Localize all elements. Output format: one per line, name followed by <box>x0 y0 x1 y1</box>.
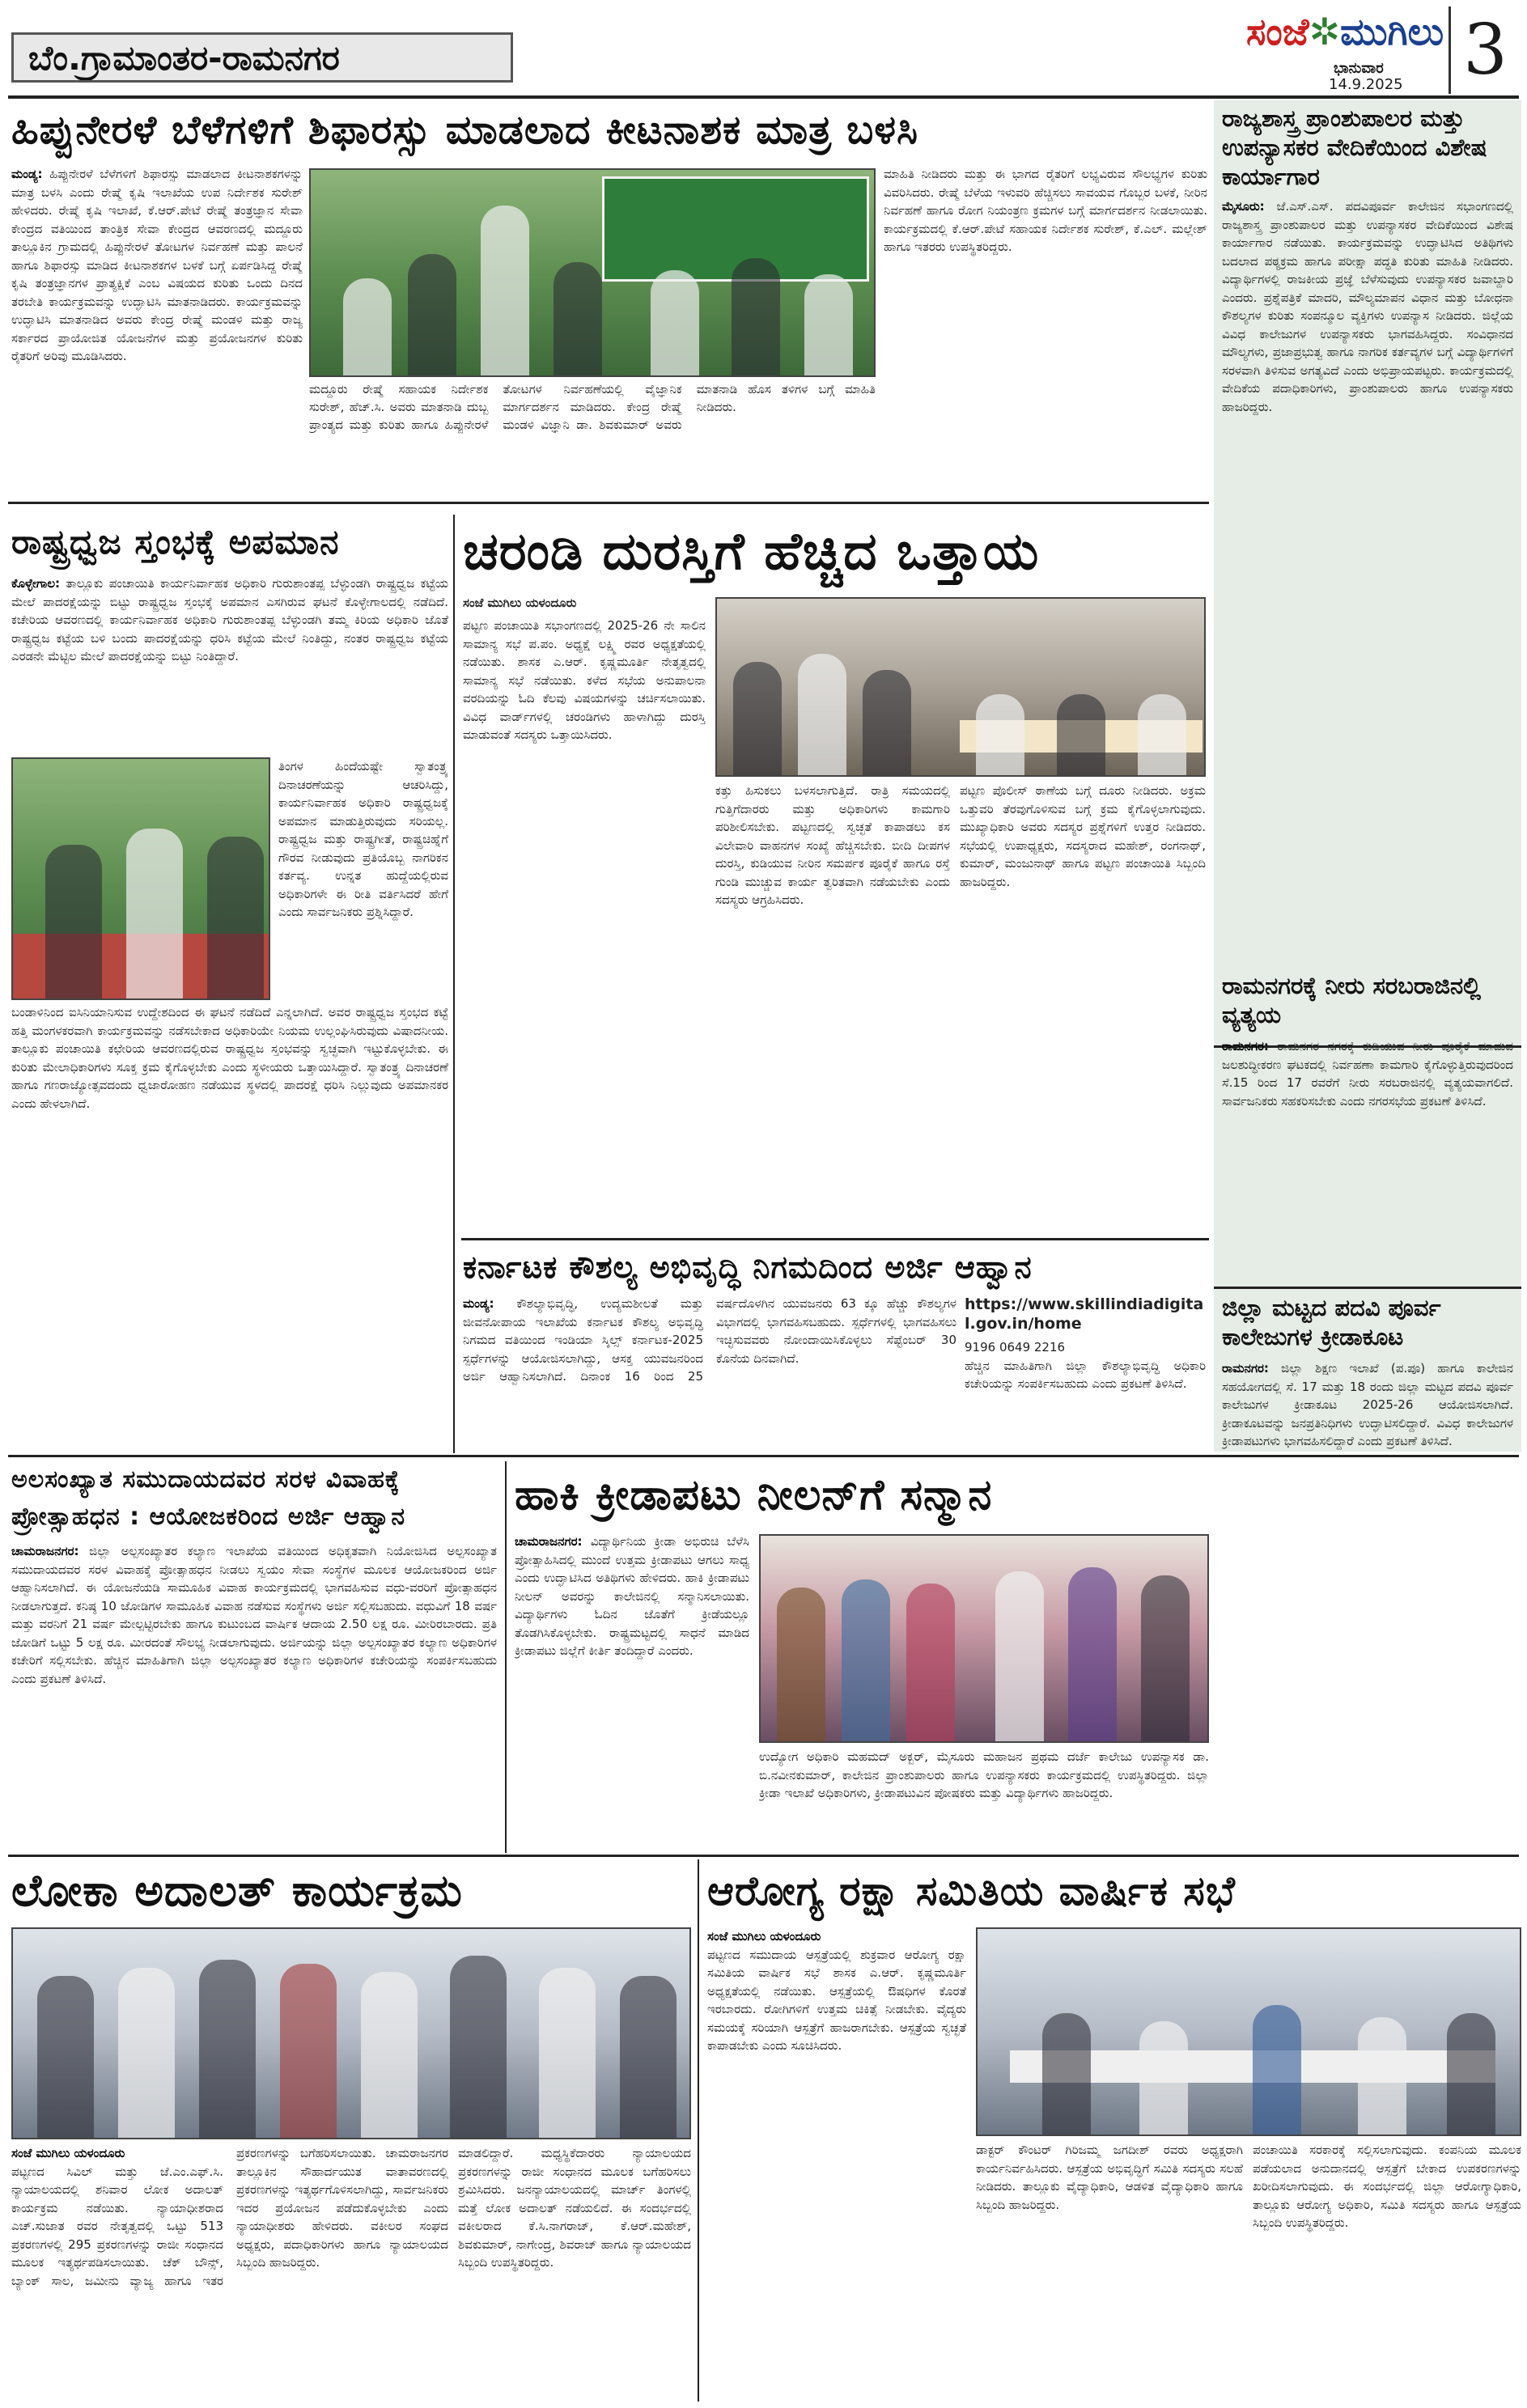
sidebar-dateline-1: ಮೈಸೂರು: <box>1222 199 1265 214</box>
masthead <box>1246 6 1521 94</box>
column-rule <box>453 515 455 1453</box>
page-number: 3 <box>1449 6 1520 94</box>
column-rule <box>505 1461 507 1853</box>
issue-day: ಭಾನುವಾರ <box>1334 60 1384 77</box>
article1-body-left <box>11 165 303 489</box>
section-tag: ಬೆಂ.ಗ್ರಾಮಾಂತರ-ರಾಮನಗರ <box>11 32 513 83</box>
divider <box>1214 1287 1521 1289</box>
sidebar-headline-3: ಜಿಲ್ಲಾ ಮಟ್ಟದ ಪದವಿ ಪೂರ್ವ ಕಾಲೇಜುಗಳ ಕ್ರೀಡಾಕೂಟ <box>1222 1294 1441 1350</box>
article5-headline: ಅಲಸಂಖ್ಯಾತ ಸಮುದಾಯದವರ ಸರಳ ವಿವಾಹಕ್ಕೆ ಪ್ರೋತ್ಸಾಹಧನ : ಆಯೋಜಕರಿಂದ ಅರ್ಜಿ ಆಹ್ವಾನ <box>11 1465 406 1531</box>
article4-body <box>463 1295 956 1448</box>
article2-headline: ರಾಷ್ಟ್ರಧ್ವಜ ಸ್ತಂಭಕ್ಕೆ ಅಪಮಾನ <box>11 522 340 562</box>
article8-headline: ಆರೋಗ್ಯ ರಕ್ಷಾ ಸಮಿತಿಯ ವಾರ್ಷಿಕ ಸಭೆ <box>707 1867 1236 1914</box>
article7-photo <box>11 1927 691 2139</box>
article4-dateline: ಮಂಡ್ಯ: <box>463 1296 494 1311</box>
sidebar-text-2: ರಾಮನಗರ ನಗರಕ್ಕೆ ಕುಡಿಯುವ ನೀರು ಪೂರೈಕೆ ಮಾಡುವ ಜಲಶುದ್ಧೀಕರಣ ಘಟಕದಲ್ಲಿ ನಿರ್ವಹಣಾ ಕಾಮಗಾರಿ ಕೈಗೊಳ್ಳುತ್ತಿರುವುದರಿಂದ ಸೆ.15 ರಿಂದ 17 ರವರೆಗೆ ನೀರು ಸರಬರಾಜಿನಲ್ಲಿ ವ್ಯತ್ಯಯವಾಗಲಿದೆ. ಸಾರ್ವಜನಿಕರು ಸಹಕರಿಸಬೇಕು ಎಂದು ನಗರಸಭೆಯ ಪ್ರಕಟಣೆ ತಿಳಿಸಿದೆ. <box>1222 1039 1513 1109</box>
issue-date: 14.9.2025 <box>1329 76 1403 93</box>
divider <box>8 502 1209 504</box>
article7-headline: ಲೋಕಾ ಅದಾಲತ್ ಕಾರ್ಯಕ್ರಮ <box>11 1865 463 1916</box>
article3-credit: ಸಂಜೆ ಮುಗಿಲು ಯಳಂದೂರು <box>463 596 577 610</box>
sidebar-dateline-2: ರಾಮನಗರ: <box>1222 1039 1269 1054</box>
sidebar-body-1 <box>1222 197 1513 1039</box>
palm-icon: ✲ <box>1309 10 1341 53</box>
divider <box>8 1855 1519 1857</box>
article6-headline: ಹಾಕಿ ಕ್ರೀಡಾಪಟು ನೀಲನ್‌ಗೆ ಸನ್ಮಾನ <box>515 1471 993 1520</box>
article7-text: ಪಟ್ಟಣದ ಸಿವಿಲ್ ಮತ್ತು ಜೆ.ಎಂ.ಎಫ್.ಸಿ. ನ್ಯಾಯಾಲಯದಲ್ಲಿ ಶನಿವಾರ ಲೋಕ ಅದಾಲತ್ ಕಾರ್ಯಕ್ರಮ ನಡೆಯಿತು. ನ್ಯಾಯಾಧೀಶರಾದ ಎಚ್.ಸುಜಾತ ರವರ ನೇತೃತ್ವದಲ್ಲಿ ಒಟ್ಟು 513 ಪ್ರಕರಣಗಳಲ್ಲಿ 295 ಪ್ರಕರಣಗಳನ್ನು ರಾಜೀ ಸಂಧಾನದ ಮೂಲಕ ಇತ್ಯರ್ಥಪಡಿಸಲಾಯಿತು. ಚೆಕ್ ಬೌನ್ಸ್, ಬ್ಯಾಂಕ್ ಸಾಲ, ಜಮೀನು ವ್ಯಾಜ್ಯ ಹಾಗೂ ಇತರ ಪ್ರಕರಣಗಳನ್ನು ಬಗೆಹರಿಸಲಾಯಿತು. ಚಾಮರಾಜನಗರ ತಾಲ್ಲೂಕಿನ ಸೌಹಾರ್ದಯುತ ವಾತಾವರಣದಲ್ಲಿ ಪ್ರಕರಣಗಳನ್ನು ಇತ್ಯರ್ಥಗೊಳಿಸಲಾಗಿದ್ದು, ಸಾರ್ವಜನಿಕರು ಇದರ ಪ್ರಯೋಜನ ಪಡೆದುಕೊಳ್ಳಬೇಕು ಎಂದು ನ್ಯಾಯಾಧೀಶರು ಹೇಳಿದರು. ವಕೀಲರ ಸಂಘದ ಅಧ್ಯಕ್ಷರು, ಪದಾಧಿಕಾರಿಗಳು ಹಾಗೂ ನ್ಯಾಯಾಲಯದ ಸಿಬ್ಬಂದಿ ಹಾಜರಿದ್ದರು. <box>11 2146 448 2288</box>
divider <box>461 1238 1209 1240</box>
article6-dateline: ಚಾಮರಾಜನಗರ: <box>515 1534 583 1549</box>
article1-dateline: ಮಂಡ್ಯ: <box>11 167 43 181</box>
article8-credit: ಸಂಜೆ ಮುಗಿಲು ಯಳಂದೂರು <box>707 1929 821 1944</box>
sidebar-headline-2: ರಾಮನಗರಕ್ಕೆ ನೀರು ಸರಬರಾಜಿನಲ್ಲಿ ವ್ಯತ್ಯಯ <box>1222 972 1481 1028</box>
sidebar-text-3: ಜಿಲ್ಲಾ ಶಿಕ್ಷಣ ಇಲಾಖೆ (ಪ.ಪೂ) ಹಾಗೂ ಕಾಲೇಜಿನ ಸಹಯೋಗದಲ್ಲಿ ಸೆ. 17 ಮತ್ತು 18 ರಂದು ಜಿಲ್ಲಾ ಮಟ್ಟದ ಪದವಿ ಪೂರ್ವ ಕಾಲೇಜುಗಳ ಕ್ರೀಡಾಕೂಟ 2025-26 ಆಯೋಜಿಸಲಾಗಿದೆ. ಕ್ರೀಡಾಕೂಟವನ್ನು ಜನಪ್ರತಿನಿಧಿಗಳು ಉದ್ಘಾಟಿಸಲಿದ್ದಾರೆ. ವಿವಿಧ ಕಾಲೇಜುಗಳ ಕ್ರೀಡಾಪಟುಗಳು ಭಾಗವಹಿಸಲಿದ್ದಾರೆ ಎಂದು ಪ್ರಕಟಣೆ ತಿಳಿಸಿದೆ. <box>1222 1361 1513 1448</box>
article7-credit: ಸಂಜೆ ಮುಗಿಲು ಯಳಂದೂರು <box>11 2146 125 2160</box>
article5-dateline: ಚಾಮರಾಜನಗರ: <box>11 1544 79 1558</box>
article8-body-left <box>707 1927 966 2402</box>
sidebar-headline-1: ರಾಜ್ಯಶಾಸ್ತ್ರ ಪ್ರಾಂಶುಪಾಲರ ಮತ್ತು ಉಪನ್ಯಾಸಕರ ವೇದಿಕೆಯಿಂದ ವಿಶೇಷ ಕಾರ್ಯಾಗಾರ <box>1222 104 1487 190</box>
article4-end: ಹೆಚ್ಚಿನ ಮಾಹಿತಿಗಾಗಿ ಜಿಲ್ಲಾ ಕೌಶಲ್ಯಾಭಿವೃದ್ಧಿ ಅಧಿಕಾರಿ ಕಚೇರಿಯನ್ನು ಸಂಪರ್ಕಿಸಬಹುದು ಎಂದು ಪ್ರಕಟಣೆ ತಿಳಿಸಿದೆ. <box>965 1358 1206 1391</box>
article7-body-right: ಮಾಡಲಿದ್ದಾರೆ. ಮಧ್ಯಸ್ಥಿಕೆದಾರರು ನ್ಯಾಯಾಲಯದ ಪ್ರಕರಣಗಳನ್ನು ರಾಜೀ ಸಂಧಾನದ ಮೂಲಕ ಬಗೆಹರಿಸಲು ಶ್ರಮಿಸಿದರು. ಜನನ್ಯಾಯಾಲಯದಲ್ಲಿ ಮಾರ್ಚ್ ತಿಂಗಳಲ್ಲಿ ಮತ್ತೆ ಲೋಕ ಅದಾಲತ್ ನಡೆಯಲಿದೆ. ಈ ಸಂದರ್ಭದಲ್ಲಿ ವಕೀಲರಾದ ಕೆ.ಸಿ.ನಾಗರಾಜ್, ಕೆ.ಆರ್.ಮಹೇಶ್, ಶಿವಕುಮಾರ್, ನಾಗೇಂದ್ರ, ಶಿವರಾಜ್ ಹಾಗೂ ನ್ಯಾಯಾಲಯದ ಸಿಬ್ಬಂದಿ ಉಪಸ್ಥಿತರಿದ್ದರು. <box>458 2146 691 2270</box>
article2-body-top <box>11 574 448 754</box>
article2-dateline: ಕೊಳ್ಳೇಗಾಲ: <box>11 576 61 591</box>
article8-text: ಪಟ್ಟಣದ ಸಮುದಾಯ ಆಸ್ಪತ್ರೆಯಲ್ಲಿ ಶುಕ್ರವಾರ ಆರೋಗ್ಯ ರಕ್ಷಾ ಸಮಿತಿಯ ವಾರ್ಷಿಕ ಸಭೆ ಶಾಸಕ ಎ.ಆರ್. ಕೃಷ್ಣಮೂರ್ತಿ ಅಧ್ಯಕ್ಷತೆಯಲ್ಲಿ ನಡೆಯಿತು. ಆಸ್ಪತ್ರೆಯಲ್ಲಿ ಔಷಧಿಗಳ ಕೊರತೆ ಇರಬಾರದು. ರೋಗಿಗಳಿಗೆ ಉತ್ತಮ ಚಿಕಿತ್ಸೆ ನೀಡಬೇಕು. ವೈದ್ಯರು ಸಮಯಕ್ಕೆ ಸರಿಯಾಗಿ ಆಸ್ಪತ್ರೆಗೆ ಹಾಜರಾಗಬೇಕು. ಆಸ್ಪತ್ರೆಯ ಸ್ವಚ್ಛತೆ ಕಾಪಾಡಬೇಕು ಎಂದು ಸೂಚಿಸಿದರು. <box>707 1947 966 2053</box>
article4-headline: ಕರ್ನಾಟಕ ಕೌಶಲ್ಯ ಅಭಿವೃದ್ಧಿ ನಿಗಮದಿಂದ ಅರ್ಜಿ ಆಹ್ವಾನ <box>463 1249 1033 1285</box>
article3-body-right: ಪಟ್ಟಣ ಪೊಲೀಸ್ ಠಾಣೆಯ ಬಗ್ಗೆ ದೂರು ನೀಡಿದರು. ಅಕ್ರಮ ಒತ್ತುವರಿ ತೆರವುಗೊಳಿಸುವ ಬಗ್ಗೆ ಕ್ರಮ ಕೈಗೊಳ್ಳಲಾಗುವುದು. ಮುಖ್ಯಾಧಿಕಾರಿ ಅವರು ಸದಸ್ಯರ ಪ್ರಶ್ನೆಗಳಿಗೆ ಉತ್ತರ ನೀಡಿದರು. ಸಭೆಯಲ್ಲಿ ಉಪಾಧ್ಯಕ್ಷರು, ಸದಸ್ಯರಾದ ಮಹೇಶ್, ರಂಗನಾಥ್, ಕುಮಾರ್, ಮಂಜುನಾಥ್ ಹಾಗೂ ಪಟ್ಟಣ ಪಂಚಾಯಿತಿ ಸಿಬ್ಬಂದಿ ಹಾಜರಿದ್ದರು. <box>960 783 1206 889</box>
article6-photo <box>759 1534 1209 1743</box>
sidebar-body-3 <box>1222 1359 1513 1877</box>
article1-caption: ಮದ್ದೂರು ರೇಷ್ಮೆ ಸಹಾಯಕ ನಿರ್ದೇಶಕ ಸುರೇಶ್, ಹೆಚ್.ಸಿ. ಅವರು ಮಾತನಾಡಿ ದುಬ್ಬ ಪ್ರಾಂತ್ಯದ ಮತ್ತು ಕುರಿತು ಹಾಗೂ ಹಿಪ್ಪುನೇರಳೆ ತೋಟಗಳ ನಿರ್ವಹಣೆಯಲ್ಲಿ ವೈಜ್ಞಾನಿಕ ಮಾರ್ಗದರ್ಶನ ಮಾಡಿದರು. ಕೇಂದ್ರ ರೇಷ್ಮೆ ಮಂಡಳಿ ವಿಜ್ಞಾನಿ ಡಾ. ಶಿವಕುಮಾರ್ ಅವರು ಮಾತನಾಡಿ ಹೊಸ ತಳಿಗಳ ಬಗ್ಗೆ ಮಾಹಿತಿ ನೀಡಿದರು. <box>309 382 876 432</box>
article5-text: ಜಿಲ್ಲಾ ಅಲ್ಪಸಂಖ್ಯಾತರ ಕಲ್ಯಾಣ ಇಲಾಖೆಯ ವತಿಯಿಂದ ಅಧಿಕೃತವಾಗಿ ನಿಯೋಜಿಸಿದ ಅಲ್ಪಸಂಖ್ಯಾತ ಸಮುದಾಯದವರ ಸರಳ ವಿವಾಹಕ್ಕೆ ಪ್ರೋತ್ಸಾಹಧನ ನೀಡಲು ಸ್ವಯಂ ಸೇವಾ ಸಂಸ್ಥೆಗಳ ಮೂಲಕ ಆಯೋಜಕರಿಂದ ಅರ್ಜಿ ಆಹ್ವಾನಿಸಲಾಗಿದೆ. ಈ ಯೋಜನೆಯಡಿ ಸಾಮೂಹಿಕ ವಿವಾಹ ಕಾರ್ಯಕ್ರಮದಲ್ಲಿ ಭಾಗವಹಿಸುವ ವಧು-ವರರಿಗೆ ಪ್ರೋತ್ಸಾಹಧನ ನೀಡಲಾಗುತ್ತದೆ. ಕನಿಷ್ಠ 10 ಜೋಡಿಗಳ ಸಾಮೂಹಿಕ ವಿವಾಹ ನಡೆಸುವ ಸಂಸ್ಥೆಗಳು ಅರ್ಜಿ ಸಲ್ಲಿಸಬಹುದು. ವಧುವಿಗೆ 18 ವರ್ಷ ಮತ್ತು ವರನಿಗೆ 21 ವರ್ಷ ಮೇಲ್ಪಟ್ಟಿರಬೇಕು ಹಾಗೂ ಕುಟುಂಬದ ವಾರ್ಷಿಕ ಆದಾಯ 2.50 ಲಕ್ಷ ರೂ. ಮೀರಿರಬಾರದು. ಪ್ರತಿ ಜೋಡಿಗೆ ಒಟ್ಟು 5 ಲಕ್ಷ ರೂ. ಮೀರದಂತೆ ಸೌಲಭ್ಯ ನೀಡಲಾಗುವುದು. ಅರ್ಜಿಯನ್ನು ಜಿಲ್ಲಾ ಅಲ್ಪಸಂಖ್ಯಾತರ ಕಲ್ಯಾಣ ಅಧಿಕಾರಿಗಳ ಕಚೇರಿಗೆ ಸಲ್ಲಿಸಬೇಕು. ಹೆಚ್ಚಿನ ಮಾಹಿತಿಗಾಗಿ ಜಿಲ್ಲಾ ಅಲ್ಪಸಂಖ್ಯಾತರ ಕಲ್ಯಾಣ ಅಧಿಕಾರಿಗಳ ಕಚೇರಿಯನ್ನು ಸಂಪರ್ಕಿಸಬಹುದು ಎಂದು ಪ್ರಕಟಣೆ ತಿಳಿಸಿದೆ. <box>11 1544 497 1686</box>
article2-body-bottom: ಬಂಡಾಳಿನಿಂದ ಐಸಿನಿಯಾನಿಸುವ ಉದ್ದೇಶದಿಂದ ಈ ಘಟನೆ ನಡೆದಿದೆ ಎನ್ನಲಾಗಿದೆ. ಅವರ ರಾಷ್ಟ್ರಧ್ವಜ ಸ್ತಂಭದ ಕಟ್ಟೆ ಹತ್ತಿ ಮಂಗಳಕರವಾಗಿ ಕಾರ್ಯಕ್ರಮವನ್ನು ನಡೆಸಬೇಕಾದ ಅಧಿಕಾರಿಯೇ ನಿಯಮ ಉಲ್ಲಂಘಿಸಿರುವುದು ವಿಷಾದನೀಯ. ತಾಲ್ಲೂಕು ಪಂಚಾಯಿತಿ ಕಛೇರಿಯ ಆವರಣದಲ್ಲಿರುವ ರಾಷ್ಟ್ರಧ್ವಜ ಸ್ತಂಭವನ್ನು ಸ್ವಚ್ಛವಾಗಿ ಇಟ್ಟುಕೊಳ್ಳಬೇಕು. ಈ ಕುರಿತು ಮೇಲಾಧಿಕಾರಿಗಳು ಸೂಕ್ತ ಕ್ರಮ ಕೈಗೊಳ್ಳಬೇಕು ಎಂದು ಸ್ಥಳೀಯರು ಒತ್ತಾಯಿಸಿದ್ದಾರೆ. ಸ್ವಾತಂತ್ರ್ಯ ದಿನಾಚರಣೆ ಹಾಗೂ ಗಣರಾಜ್ಯೋತ್ಸವದಂದು ಧ್ವಜಾರೋಹಣ ನಡೆಯುವ ಸ್ಥಳದಲ್ಲಿ ಪಾದರಕ್ಷೆ ಧರಿಸಿ ನಿಲ್ಲುವುದು ಅಪಮಾನಕರ ಎಂದು ಹೇಳಲಾಗಿದೆ. <box>11 1005 448 1111</box>
article6-body-left <box>515 1533 749 1850</box>
divider <box>8 1455 1519 1457</box>
helpline-number: 9196 0649 2216 <box>965 1340 1066 1354</box>
sidebar-text-1: ಜೆ.ಎಸ್.ಎಸ್. ಪದವಿಪೂರ್ವ ಕಾಲೇಜಿನ ಸಭಾಂಗಣದಲ್ಲಿ ರಾಜ್ಯಶಾಸ್ತ್ರ ಪ್ರಾಂಶುಪಾಲರ ಮತ್ತು ಉಪನ್ಯಾಸಕರ ವೇದಿಕೆಯಿಂದ ವಿಶೇಷ ಕಾರ್ಯಾಗಾರ ನಡೆಯಿತು. ಕಾರ್ಯಕ್ರಮವನ್ನು ಉದ್ಘಾಟಿಸಿದ ಅತಿಥಿಗಳು ಬದಲಾದ ಪಠ್ಯಕ್ರಮ ಹಾಗೂ ಪರೀಕ್ಷಾ ಪದ್ಧತಿ ಕುರಿತು ಮಾಹಿತಿ ನೀಡಿದರು. ವಿದ್ಯಾರ್ಥಿಗಳಲ್ಲಿ ರಾಜಕೀಯ ಪ್ರಜ್ಞೆ ಬೆಳೆಸುವುದು ಉಪನ್ಯಾಸಕರ ಜವಾಬ್ದಾರಿ ಎಂದರು. ಪ್ರಶ್ನೆಪತ್ರಿಕೆ ಮಾದರಿ, ಮೌಲ್ಯಮಾಪನ ವಿಧಾನ ಮತ್ತು ಬೋಧನಾ ಕೌಶಲ್ಯಗಳ ಕುರಿತು ಸಂಪನ್ಮೂಲ ವ್ಯಕ್ತಿಗಳು ಉಪನ್ಯಾಸ ನೀಡಿದರು. ಜಿಲ್ಲೆಯ ವಿವಿಧ ಕಾಲೇಜುಗಳ ಉಪನ್ಯಾಸಕರು ಭಾಗವಹಿಸಿದ್ದರು. ಸಂವಿಧಾನದ ಮೌಲ್ಯಗಳು, ಪ್ರಜಾಪ್ರಭುತ್ವ ಹಾಗೂ ನಾಗರಿಕ ಕರ್ತವ್ಯಗಳ ಬಗ್ಗೆ ವಿದ್ಯಾರ್ಥಿಗಳಿಗೆ ಸರಳವಾಗಿ ತಿಳಿಸುವ ಅಗತ್ಯವಿದೆ ಎಂದು ಅಭಿಪ್ರಾಯಪಟ್ಟರು. ಕಾರ್ಯಕ್ರಮದಲ್ಲಿ ವೇದಿಕೆಯ ಪದಾಧಿಕಾರಿಗಳು, ಪ್ರಾಂಶುಪಾಲರು ಹಾಗೂ ಉಪನ್ಯಾಸಕರು ಹಾಜರಿದ್ದರು. <box>1222 199 1513 414</box>
article1-headline: ಹಿಪ್ಪುನೇರಳೆ ಬೆಳೆಗಳಿಗೆ ಶಿಫಾರಸ್ಸು ಮಾಡಲಾದ ಕೀಟನಾಶಕ ಮಾತ್ರ ಬಳಸಿ <box>11 107 918 153</box>
brand-name-a: ಸಂಜೆ <box>1246 10 1309 53</box>
article5-body <box>11 1542 497 1850</box>
header-rule <box>8 95 1519 99</box>
article1-body-right: ಮಾಹಿತಿ ನೀಡಿದರು ಮತ್ತು ಈ ಭಾಗದ ರೈತರಿಗೆ ಲಭ್ಯವಿರುವ ಸೌಲಭ್ಯಗಳ ಕುರಿತು ವಿವರಿಸಿದರು. ರೇಷ್ಮೆ ಬೆಳೆಯ ಇಳುವರಿ ಹೆಚ್ಚಿಸಲು ಸಾವಯವ ಗೊಬ್ಬರ ಬಳಕೆ, ನೀರಿನ ನಿರ್ವಹಣೆ ಹಾಗೂ ರೋಗ ನಿಯಂತ್ರಣ ಕ್ರಮಗಳ ಬಗ್ಗೆ ಮಾರ್ಗದರ್ಶನ ನೀಡಲಾಯಿತು. ಕಾರ್ಯಕ್ರಮದಲ್ಲಿ ಕೆ.ಆರ್.ಪೇಟೆ ಸಹಾಯಕ ನಿರ್ದೇಶಕ ಸುರೇಶ್, ಕೆ.ಎಲ್. ಮಲ್ಲೇಶ್ ಹಾಗೂ ಇತರರು ಉಪಸ್ಥಿತರಿದ್ದರು. <box>884 167 1207 254</box>
article4-contact <box>965 1295 1206 1448</box>
article3-body-mid: ಕತ್ತು ಹಿಸುಕಲು ಬಳಸಲಾಗುತ್ತಿದೆ. ರಾತ್ರಿ ಸಮಯದಲ್ಲಿ ಗುತ್ತಿಗೆದಾರರು ಮತ್ತು ಅಧಿಕಾರಿಗಳು ಕಾಮಗಾರಿ ಪರಿಶೀಲಿಸಬೇಕು. ಪಟ್ಟಣದಲ್ಲಿ ಸ್ವಚ್ಛತೆ ಕಾಪಾಡಲು ಕಸ ವಿಲೇವಾರಿ ವಾಹನಗಳ ಸಂಖ್ಯೆ ಹೆಚ್ಚಿಸಬೇಕು. ಬೀದಿ ದೀಪಗಳ ದುರಸ್ತಿ, ಕುಡಿಯುವ ನೀರಿನ ಸಮರ್ಪಕ ಪೂರೈಕೆ ಹಾಗೂ ರಸ್ತೆ ಗುಂಡಿ ಮುಚ್ಚುವ ಕಾರ್ಯ ತ್ವರಿತವಾಗಿ ನಡೆಯಬೇಕು ಎಂದು ಸದಸ್ಯರು ಆಗ್ರಹಿಸಿದರು. <box>715 783 950 907</box>
sidebar-dateline-3: ರಾಮನಗರ: <box>1222 1361 1269 1376</box>
article8-body-right: ಪಂಚಾಯಿತಿ ಸರಕಾರಕ್ಕೆ ಸಲ್ಲಿಸಲಾಗುವುದು. ಕಂಪನಿಯ ಮೂಲಕ ಪಡೆಯಲಾದ ಅನುದಾನದಲ್ಲಿ ಆಸ್ಪತ್ರೆಗೆ ಬೇಕಾದ ಉಪಕರಣಗಳನ್ನು ಖರೀದಿಸಲಾಗುವುದು. ಈ ಸಂದರ್ಭದಲ್ಲಿ ಜಿಲ್ಲಾ ಆರೋಗ್ಯಾಧಿಕಾರಿ, ತಾಲ್ಲೂಕು ಆರೋಗ್ಯ ಅಧಿಕಾರಿ, ಸಮಿತಿ ಸದಸ್ಯರು ಹಾಗೂ ಆಸ್ಪತ್ರೆಯ ಸಿಬ್ಬಂದಿ ಉಪಸ್ಥಿತರಿದ್ದರು. <box>1253 2143 1521 2230</box>
article8-caption: ಡಾಕ್ಟರ್ ಕೌಂಟರ್ ಗಿರಿಜಮ್ಮ ಜಗದೀಶ್ ರವರು ಅಧ್ಯಕ್ಷರಾಗಿ ಕಾರ್ಯನಿರ್ವಹಿಸಿದರು. ಆಸ್ಪತ್ರೆಯ ಅಭಿವೃದ್ಧಿಗೆ ಸಮಿತಿ ಸದಸ್ಯರು ಸಲಹೆ ನೀಡಿದರು. ತಾಲ್ಲೂಕು ವೈದ್ಯಾಧಿಕಾರಿ, ಆಡಳಿತ ವೈದ್ಯಾಧಿಕಾರಿ ಹಾಗೂ ಸಿಬ್ಬಂದಿ ಹಾಜರಿದ್ದರು. <box>976 2143 1243 2212</box>
article3-photo <box>715 597 1206 777</box>
sidebar-body-2 <box>1222 1037 1513 1280</box>
apply-link[interactable]: https://www.skillindiadigital.gov.in/home <box>965 1295 1204 1333</box>
article3-headline: ಚರಂಡಿ ದುರಸ್ತಿಗೆ ಹೆಚ್ಚಿದ ಒತ್ತಾಯ <box>463 522 1040 582</box>
article2-text: ತಾಲ್ಲೂಕು ಪಂಚಾಯಿತಿ ಕಾರ್ಯನಿರ್ವಾಹಕ ಅಧಿಕಾರಿ ಗುರುಶಾಂತಪ್ಪ ಬೆಳ್ಳುಂಡಗಿ ರಾಷ್ಟ್ರಧ್ವಜ ಕಟ್ಟೆಯ ಮೇಲೆ ಪಾದರಕ್ಷೆಯನ್ನು ಬಿಟ್ಟು ರಾಷ್ಟ್ರಧ್ವಜ ಸ್ತಂಭಕ್ಕೆ ಅಪಮಾನ ಎಸಗಿರುವ ಘಟನೆ ಕೊಳ್ಳೇಗಾಲದಲ್ಲಿ ನಡೆದಿದೆ. ಕಚೇರಿಯ ಆವರಣದಲ್ಲಿ ಕಾರ್ಯನಿರ್ವಾಹಕ ಅಧಿಕಾರಿ ಗುರುಶಾಂತಪ್ಪ ಬೆಳ್ಳುಂಡಗಿ ತಮ್ಮ ಕಿರಿಯ ಅಧಿಕಾರಿ ಜೊತೆ ರಾಷ್ಟ್ರಧ್ವಜ ಕಟ್ಟೆಯ ಬಳಿ ಬಂದು ಪಾದರಕ್ಷೆಯನ್ನು ಧರಿಸಿ ಕಟ್ಟೆಯ ಮೇಲೆ ನಿಂತಿದ್ದು, ನಂತರ ರಾಷ್ಟ್ರಧ್ವಜ ಕಟ್ಟೆಯ ಎರಡನೇ ಮೆಟ್ಟಿಲ ಮೇಲೆ ಪಾದರಕ್ಷೆಯನ್ನು ಬಿಟ್ಟು ನಿಂತಿದ್ದಾರೆ. <box>11 576 448 663</box>
article2-body-side: ತಿಂಗಳ ಹಿಂದೆಯಷ್ಟೇ ಸ್ವಾತಂತ್ರ್ಯ ದಿನಾಚರಣೆಯನ್ನು ಆಚರಿಸಿದ್ದು, ಕಾರ್ಯನಿರ್ವಾಹಕ ಅಧಿಕಾರಿ ರಾಷ್ಟ್ರಧ್ವಜಕ್ಕೆ ಅಪಮಾನ ಮಾಡುತ್ತಿರುವುದು ಸರಿಯಲ್ಲ. ರಾಷ್ಟ್ರಧ್ವಜ ಮತ್ತು ರಾಷ್ಟ್ರಗೀತೆ, ರಾಷ್ಟ್ರಚಿಹ್ನೆಗೆ ಗೌರವ ನೀಡುವುದು ಪ್ರತಿಯೊಬ್ಬ ನಾಗರಿಕನ ಕರ್ತವ್ಯ. ಉನ್ನತ ಹುದ್ದೆಯಲ್ಲಿರುವ ಅಧಿಕಾರಿಗಳೇ ಈ ರೀತಿ ವರ್ತಿಸಿದರೆ ಹೇಗೆ ಎಂದು ಸಾರ್ವಜನಿಕರು ಪ್ರಶ್ನಿಸಿದ್ದಾರೆ. <box>278 759 448 919</box>
article6-body-right: ಉದ್ಯೋಗ ಅಧಿಕಾರಿ ಮಹಮದ್ ಅಕ್ಬರ್, ಮೈಸೂರು ಮಹಾಜನ ಪ್ರಥಮ ದರ್ಜೆ ಕಾಲೇಜು ಉಪನ್ಯಾಸಕ ಡಾ. ಬಿ.ನವೀನಕುಮಾರ್, ಕಾಲೇಜಿನ ಪ್ರಾಂಶುಪಾಲರು ಹಾಗೂ ಉಪನ್ಯಾಸಕರು ಕಾರ್ಯಕ್ರಮದಲ್ಲಿ ಉಪಸ್ಥಿತರಿದ್ದರು. ಜಿಲ್ಲಾ ಕ್ರೀಡಾ ಇಲಾಖೆ ಅಧಿಕಾರಿಗಳು, ಕ್ರೀಡಾಪಟುವಿನ ಪೋಷಕರು ಮತ್ತು ವಿದ್ಯಾರ್ಥಿಗಳು ಹಾಜರಿದ್ದರು. <box>759 1749 1209 1800</box>
article1-photo <box>309 168 876 377</box>
brand-logo <box>1246 10 1444 55</box>
article8-photo <box>976 1927 1521 2136</box>
article7-body <box>11 2144 448 2402</box>
article2-photo <box>11 757 270 1000</box>
article6-text: ವಿದ್ಯಾರ್ಥಿನಿಯ ಕ್ರೀಡಾ ಅಭಿರುಚಿ ಬೆಳೆಸಿ ಪ್ರೋತ್ಸಾಹಿಸಿದಲ್ಲಿ ಮುಂದೆ ಉತ್ತಮ ಕ್ರೀಡಾಪಟು ಆಗಲು ಸಾಧ್ಯ ಎಂದು ಉದ್ಘಾಟಿಸಿದ ಅತಿಥಿಗಳು ಹೇಳಿದರು. ಹಾಕಿ ಕ್ರೀಡಾಪಟು ನೀಲನ್ ಅವರನ್ನು ಕಾಲೇಜಿನಲ್ಲಿ ಸನ್ಮಾನಿಸಲಾಯಿತು. ವಿದ್ಯಾರ್ಥಿಗಳು ಓದಿನ ಜೊತೆಗೆ ಕ್ರೀಡೆಯಲ್ಲೂ ತೊಡಗಿಸಿಕೊಳ್ಳಬೇಕು. ರಾಷ್ಟ್ರಮಟ್ಟದಲ್ಲಿ ಸಾಧನೆ ಮಾಡಿದ ಕ್ರೀಡಾಪಟು ಜಿಲ್ಲೆಗೆ ಕೀರ್ತಿ ತಂದಿದ್ದಾರೆ ಎಂದರು. <box>515 1534 749 1658</box>
brand-name-b: ಮುಗಿಲು <box>1340 10 1444 53</box>
article3-body-left: ಪಟ್ಟಣ ಪಂಚಾಯಿತಿ ಸಭಾಂಗಣದಲ್ಲಿ 2025-26 ನೇ ಸಾಲಿನ ಸಾಮಾನ್ಯ ಸಭೆ ಪ.ಪಂ. ಅಧ್ಯಕ್ಷೆ ಲಕ್ಷ್ಮಿ ರವರ ಅಧ್ಯಕ್ಷತೆಯಲ್ಲಿ ನಡೆಯಿತು. ಶಾಸಕ ಎ.ಆರ್. ಕೃಷ್ಣಮೂರ್ತಿ ನೇತೃತ್ವದಲ್ಲಿ ಸಾಮಾನ್ಯ ಸಭೆ ನಡೆಯಿತು. ಕಳೆದ ಸಭೆಯ ಅನುಪಾಲನಾ ವರದಿಯನ್ನು ಓದಿ ಕೆಲವು ವಿಷಯಗಳನ್ನು ಚರ್ಚಿಸಲಾಯಿತು. ವಿವಿಧ ವಾರ್ಡ್‌ಗಳಲ್ಲಿ ಚರಂಡಿಗಳು ಹಾಳಾಗಿದ್ದು ದುರಸ್ತಿ ಮಾಡುವಂತೆ ಸದಸ್ಯರು ಒತ್ತಾಯಿಸಿದರು. <box>463 618 706 742</box>
article1-text: ಹಿಪ್ಪುನೇರಳೆ ಬೆಳೆಗಳಿಗೆ ಶಿಫಾರಸ್ಸು ಮಾಡಲಾದ ಕೀಟನಾಶಕಗಳನ್ನು ಮಾತ್ರ ಬಳಸಿ ಎಂದು ರೇಷ್ಮೆ ಕೃಷಿ ಇಲಾಖೆಯ ಉಪ ನಿರ್ದೇಶಕ ಸುರೇಶ್ ಹೇಳಿದರು. ರೇಷ್ಮೆ ಕೃಷಿ ಇಲಾಖೆ, ಕೆ.ಆರ್.ಪೇಟೆ ರೇಷ್ಮೆ ತಂತ್ರಜ್ಞಾನ ಸೇವಾ ಕೇಂದ್ರದ ವತಿಯಿಂದ ತಾಂತ್ರಿಕ ಸೇವಾ ಕೇಂದ್ರದ ಆವರಣದಲ್ಲಿ ಮದ್ದೂರು ತಾಲ್ಲೂಕಿನ ಗ್ರಾಮದಲ್ಲಿ ಹಿಪ್ಪುನೇರಳೆ ತೋಟಗಳ ನಿರ್ವಹಣೆ ಮತ್ತು ಪಾಲನೆ ಹಾಗೂ ಶಿಫಾರಸ್ಸು ಮಾಡಿದ ಕೀಟನಾಶಕಗಳ ಬಳಕೆ ಬಗ್ಗೆ ಏರ್ಪಡಿಸಿದ್ದ ರೇಷ್ಮೆ ಕೃಷಿ ತಂತ್ರಜ್ಞಾನಗಳ ಪ್ರಾತ್ಯಕ್ಷಿಕೆ ಎಂಬ ವಿಷಯದ ಕುರಿತು ಒಂದು ದಿನದ ತರಬೇತಿ ಕಾರ್ಯಕ್ರಮವನ್ನು ಉದ್ಘಾಟಿಸಿ ಮಾತನಾಡಿದರು. ಕಾರ್ಯಕ್ರಮವನ್ನು ಉದ್ಘಾಟಿಸಿ ಮಾತನಾಡಿದ ಅವರು ಕೇಂದ್ರ ರೇಷ್ಮೆ ಮಂಡಳಿ ಮತ್ತು ರಾಜ್ಯ ಸರ್ಕಾರದ ಪ್ರಾಯೋಜಿತ ಯೋಜನೆಗಳ ಮತ್ತು ಪ್ರಯೋಜನಗಳ ಕುರಿತು ರೈತರಿಗೆ ಅರಿವು ಮೂಡಿಸಿದರು. <box>11 167 303 363</box>
column-rule <box>698 1859 699 2402</box>
article4-text: ಕೌಶಲ್ಯಾಭಿವೃದ್ಧಿ, ಉದ್ಯಮಶೀಲತೆ ಮತ್ತು ಜೀವನೋಪಾಯ ಇಲಾಖೆಯ ಕರ್ನಾಟಕ ಕೌಶಲ್ಯ ಅಭಿವೃದ್ಧಿ ನಿಗಮದ ವತಿಯಿಂದ ಇಂಡಿಯಾ ಸ್ಕಿಲ್ಸ್ ಕರ್ನಾಟಕ-2025 ಸ್ಪರ್ಧೆಗಳನ್ನು ಆಯೋಜಿಸಲಾಗಿದ್ದು, ಆಸಕ್ತ ಯುವಜನರಿಂದ ಅರ್ಜಿ ಆಹ್ವಾನಿಸಲಾಗಿದೆ. ದಿನಾಂಕ 16 ರಿಂದ 25 ವರ್ಷದೊಳಗಿನ ಯುವಜನರು 63 ಕ್ಕೂ ಹೆಚ್ಚು ಕೌಶಲ್ಯಗಳ ವಿಭಾಗದಲ್ಲಿ ಭಾಗವಹಿಸಬಹುದು. ಸ್ಪರ್ಧೆಗಳಲ್ಲಿ ಭಾಗವಹಿಸಲು ಇಚ್ಛಿಸುವವರು ನೋಂದಾಯಿಸಿಕೊಳ್ಳಲು ಸೆಪ್ಟೆಂಬರ್ 30 ಕೊನೆಯ ದಿನವಾಗಿದೆ. <box>463 1296 956 1384</box>
event-banner <box>602 176 869 282</box>
